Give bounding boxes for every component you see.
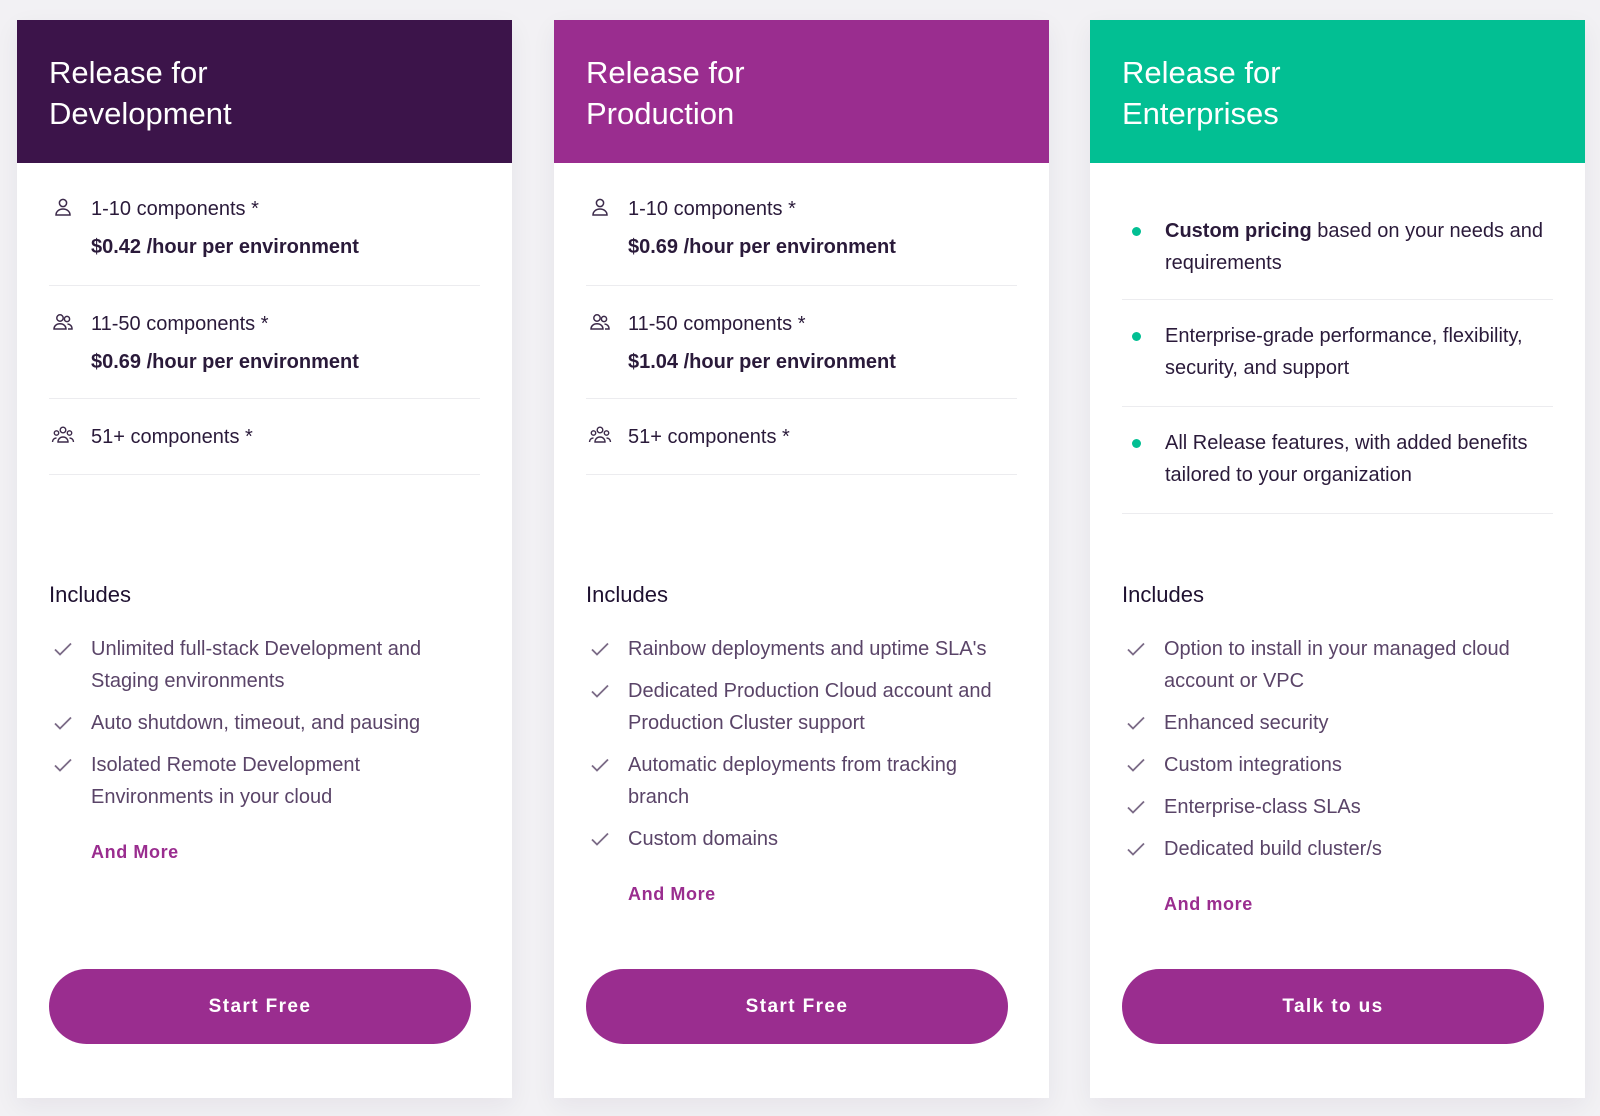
plan-card-development [17, 20, 512, 1098]
include-item [1122, 633, 1553, 697]
includes-list [1122, 633, 1553, 917]
single-user-icon [588, 195, 612, 219]
and-more-link[interactable]: And more [1164, 894, 1253, 914]
highlight-text: Enterprise-grade performance, flexibility, security, and support [1165, 325, 1523, 379]
plan-header-production [554, 20, 1049, 163]
include-text: Isolated Remote Development Environments in your cloud [91, 754, 361, 808]
include-text: Option to install in your managed cloud account or VPC [1164, 638, 1510, 692]
plan-title-line2: Enterprises [1122, 96, 1279, 131]
include-text: Custom domains [628, 828, 779, 850]
include-text: Automatic deployments from tracking branch [628, 754, 958, 808]
price-rate: $0.42 /hour per environment [91, 236, 359, 258]
component-range: 1-10 components * [91, 198, 259, 220]
check-icon [53, 757, 73, 773]
pricing-list [49, 183, 480, 475]
plan-card-enterprise [1090, 20, 1585, 1098]
price-row [586, 399, 1017, 475]
include-item [1122, 833, 1553, 865]
include-text: Rainbow deployments and uptime SLA's [628, 638, 987, 660]
component-range: 1-10 components * [628, 198, 796, 220]
check-icon [590, 831, 610, 847]
plan-card-production [554, 20, 1049, 1098]
price-row [586, 183, 1017, 286]
include-text: Custom integrations [1164, 754, 1342, 776]
include-text: Dedicated build cluster/s [1164, 838, 1382, 860]
group-users-icon [51, 423, 75, 447]
price-row [49, 399, 480, 475]
include-item [586, 823, 1017, 855]
price-row [49, 183, 480, 286]
include-text: Enhanced security [1164, 712, 1329, 734]
highlight-text: based on your needs and requirements [1165, 220, 1543, 274]
price-row [49, 286, 480, 399]
two-users-icon [588, 310, 612, 334]
plan-title-line1: Release for [1122, 55, 1281, 90]
include-item [586, 675, 1017, 739]
include-text: Auto shutdown, timeout, and pausing [91, 712, 421, 734]
highlight-item [1122, 300, 1553, 407]
check-icon [1126, 715, 1146, 731]
highlight-item [1122, 183, 1553, 300]
bullet-dot-icon [1132, 439, 1141, 448]
check-icon [590, 683, 610, 699]
plan-header-enterprise [1090, 20, 1585, 163]
price-rate: $1.04 /hour per environment [628, 351, 896, 373]
highlight-bold: Custom pricing [1165, 220, 1312, 242]
price-rate: $0.69 /hour per environment [91, 351, 359, 373]
include-item [1122, 791, 1553, 823]
includes-list [586, 633, 1017, 907]
check-icon [590, 641, 610, 657]
includes-heading: Includes [49, 582, 131, 607]
include-text: Unlimited full-stack Development and Staging environments [91, 638, 422, 692]
start-free-button[interactable]: Start Free [586, 969, 1008, 1044]
include-item [1122, 749, 1553, 781]
bullet-dot-icon [1132, 332, 1141, 341]
check-icon [1126, 757, 1146, 773]
bullet-dot-icon [1132, 227, 1141, 236]
component-range: 11-50 components * [628, 313, 806, 335]
component-range: 11-50 components * [91, 313, 269, 335]
check-icon [53, 641, 73, 657]
talk-to-us-button[interactable]: Talk to us [1122, 969, 1544, 1044]
plan-title-line1: Release for [49, 55, 208, 90]
price-rate: $0.69 /hour per environment [628, 236, 896, 258]
plan-title-line1: Release for [586, 55, 745, 90]
include-item [586, 633, 1017, 665]
and-more-link[interactable]: And More [628, 884, 716, 904]
check-icon [1126, 841, 1146, 857]
group-users-icon [588, 423, 612, 447]
and-more-link[interactable]: And More [91, 842, 179, 862]
pricing-list [586, 183, 1017, 475]
check-icon [53, 715, 73, 731]
component-range: 51+ components * [91, 426, 253, 448]
include-item [586, 749, 1017, 813]
includes-heading: Includes [1122, 582, 1204, 607]
include-item [49, 633, 480, 697]
plan-title-line2: Development [49, 96, 232, 131]
include-text: Enterprise-class SLAs [1164, 796, 1361, 818]
enterprise-highlights [1122, 183, 1553, 514]
include-item [49, 749, 480, 813]
start-free-button[interactable]: Start Free [49, 969, 471, 1044]
component-range: 51+ components * [628, 426, 790, 448]
include-item [49, 707, 480, 739]
highlight-text: All Release features, with added benefits tailored to your organization [1165, 432, 1528, 486]
plan-title-line2: Production [586, 96, 735, 131]
include-text: Dedicated Production Cloud account and Production Cluster support [628, 680, 992, 734]
check-icon [1126, 641, 1146, 657]
includes-list [49, 633, 480, 865]
single-user-icon [51, 195, 75, 219]
check-icon [1126, 799, 1146, 815]
plan-header-development [17, 20, 512, 163]
two-users-icon [51, 310, 75, 334]
price-row [586, 286, 1017, 399]
check-icon [590, 757, 610, 773]
highlight-item [1122, 407, 1553, 514]
includes-heading: Includes [586, 582, 668, 607]
include-item [1122, 707, 1553, 739]
